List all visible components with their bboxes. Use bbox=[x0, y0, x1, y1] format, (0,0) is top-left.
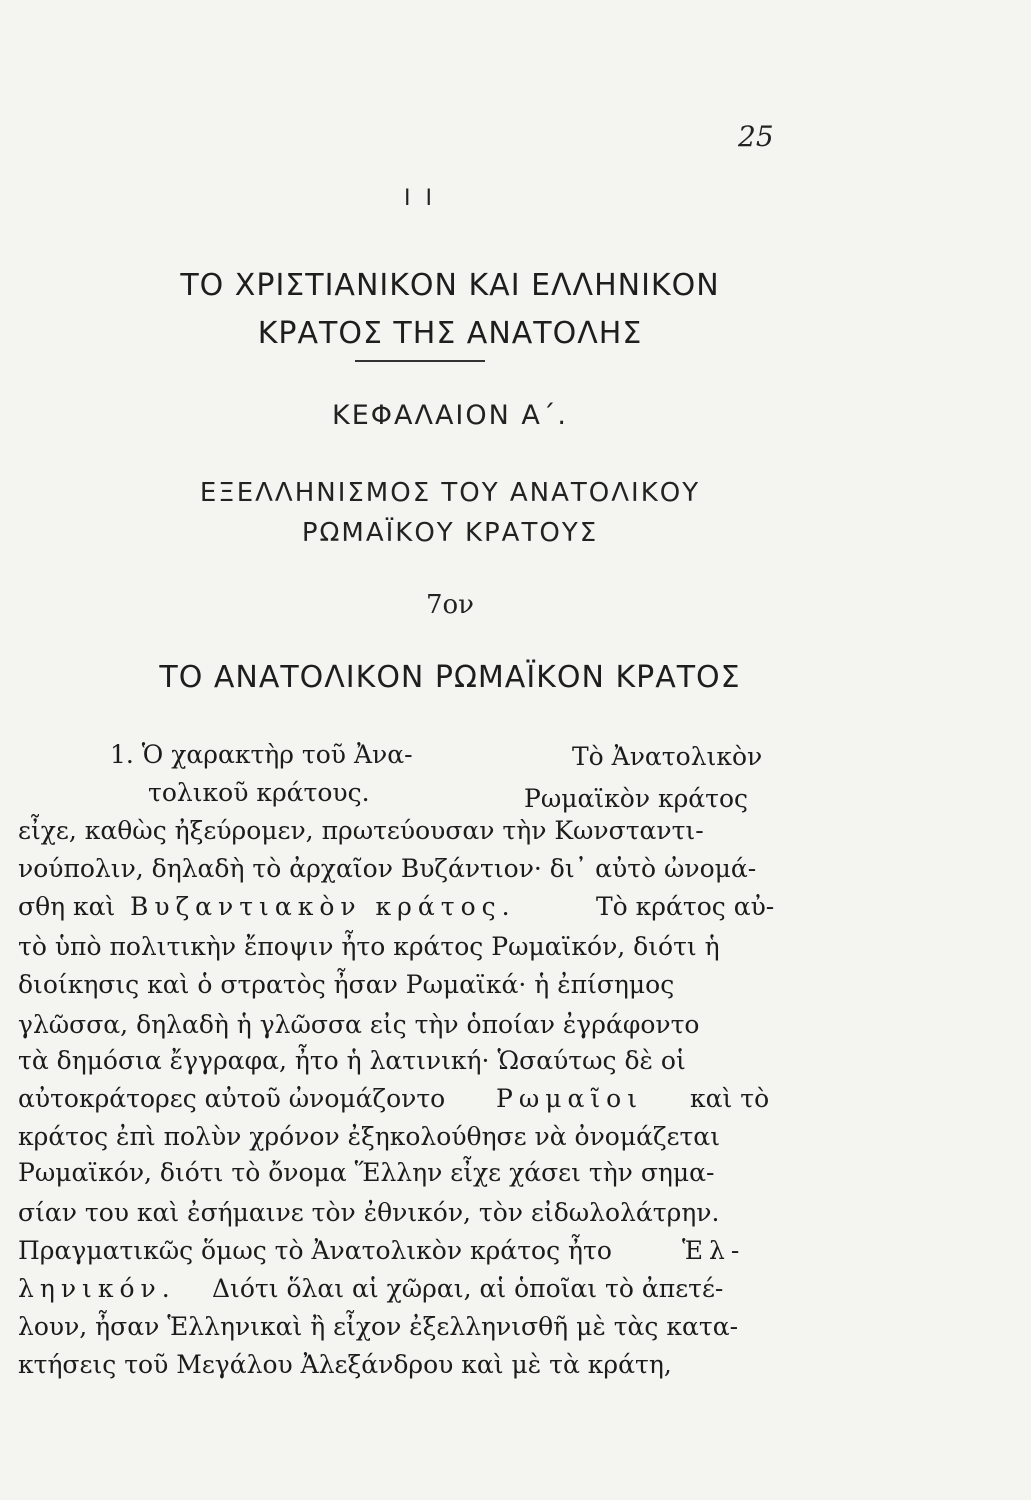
part-title-line-1: ΤΟ ΧΡΙΣΤΙΑΝΙΚΟΝ ΚΑΙ ΕΛΛΗΝΙΚΟΝ bbox=[180, 268, 720, 303]
body-line-10c: καὶ τὸ bbox=[690, 1084, 770, 1113]
body-line-5c: Τὸ κράτος αὐ- bbox=[596, 892, 775, 921]
body-line-4: νούπολιν, δηλαδὴ τὸ ἀρχαῖον Βυζάντιον· δι᾿ αὐτὸ ὠνομά- bbox=[18, 854, 757, 883]
part-number: I I bbox=[404, 186, 436, 211]
section-number: 7ον bbox=[425, 590, 474, 620]
page-number: 25 bbox=[738, 120, 774, 153]
body-line-15-spaced-emphasis: ληνικόν. bbox=[18, 1274, 176, 1303]
body-line-2: Ρωμαϊκὸν κράτος bbox=[524, 784, 749, 813]
body-line-14a: Πραγματικῶς ὅμως τὸ Ἀνατολικὸν κράτος ἦτο bbox=[18, 1236, 612, 1265]
body-line-14-spaced-emphasis: Ἑλ- bbox=[682, 1236, 746, 1265]
sidenote-line-2: τολικοῦ κράτους. bbox=[148, 778, 370, 807]
chapter-label: ΚΕΦΑΛΑΙΟΝ Α΄. bbox=[332, 400, 568, 431]
body-line-9: τὰ δημόσια ἔγγραφα, ἦτο ἡ λατινική· Ὡσαύτως δὲ οἱ bbox=[18, 1046, 686, 1075]
body-line-17: κτήσεις τοῦ Μεγάλου Ἀλεξάνδρου καὶ μὲ τὰ κράτη, bbox=[18, 1350, 672, 1379]
body-line-12: Ρωμαϊκόν, διότι τὸ ὄνομα Ἕλλην εἶχε χάσει τὴν σημα- bbox=[18, 1158, 715, 1187]
body-line-10-spaced-emphasis: Ρωμαῖοι bbox=[496, 1084, 643, 1113]
body-line-3: εἶχε, καθὼς ἠξεύρομεν, πρωτεύουσαν τὴν Κωνσταντι- bbox=[18, 816, 704, 845]
section-title: ΤΟ ΑΝΑΤΟΛΙΚΟΝ ΡΩΜΑΪΚΟΝ ΚΡΑΤΟΣ bbox=[159, 660, 741, 695]
body-line-10a: αὐτοκράτορες αὐτοῦ ὠνομάζοντο bbox=[18, 1084, 446, 1113]
body-line-7: διοίκησις καὶ ὁ στρατὸς ἦσαν Ρωμαϊκά· ἡ ἐπίσημος bbox=[18, 970, 675, 999]
sidenote-line-1: 1. Ὁ χαρακτὴρ τοῦ Ἀνα- bbox=[110, 740, 413, 769]
chapter-title-line-1: ΕΞΕΛΛΗΝΙΣΜΟΣ ΤΟΥ ΑΝΑΤΟΛΙΚΟΥ bbox=[199, 478, 701, 508]
body-line-15b: Διότι ὅλαι αἱ χῶραι, αἱ ὁποῖαι τὸ ἀπετέ- bbox=[212, 1274, 724, 1303]
part-title-line-2: ΚΡΑΤΟΣ ΤΗΣ ΑΝΑΤΟΛΗΣ bbox=[257, 316, 643, 351]
body-line-1: Τὸ Ἀνατολικὸν bbox=[572, 742, 763, 771]
body-line-8: γλῶσσα, δηλαδὴ ἡ γλῶσσα εἰς τὴν ὁποίαν ἐγράφοντο bbox=[18, 1010, 700, 1039]
body-line-5-spaced-emphasis: Βυζαντιακὸν κράτος. bbox=[130, 892, 516, 921]
body-line-16: λουν, ἦσαν Ἑλληνικαὶ ἢ εἶχον ἐξελληνισθῆ μὲ τὰς κατα- bbox=[18, 1312, 739, 1341]
body-line-13: σίαν του καὶ ἐσήμαινε τὸν ἐθνικόν, τὸν εἰδωλολάτρην. bbox=[18, 1198, 720, 1227]
body-line-5a: σθη καὶ bbox=[18, 892, 116, 921]
body-line-6: τὸ ὑπὸ πολιτικὴν ἔποψιν ἦτο κράτος Ρωμαϊκόν, διότι ἡ bbox=[18, 932, 720, 961]
title-divider bbox=[355, 360, 485, 362]
body-line-11: κράτος ἐπὶ πολὺν χρόνον ἐξηκολούθησε νὰ ὀνομάζεται bbox=[18, 1122, 720, 1151]
chapter-title-line-2: ΡΩΜΑΪΚΟΥ ΚΡΑΤΟΥΣ bbox=[301, 518, 599, 548]
